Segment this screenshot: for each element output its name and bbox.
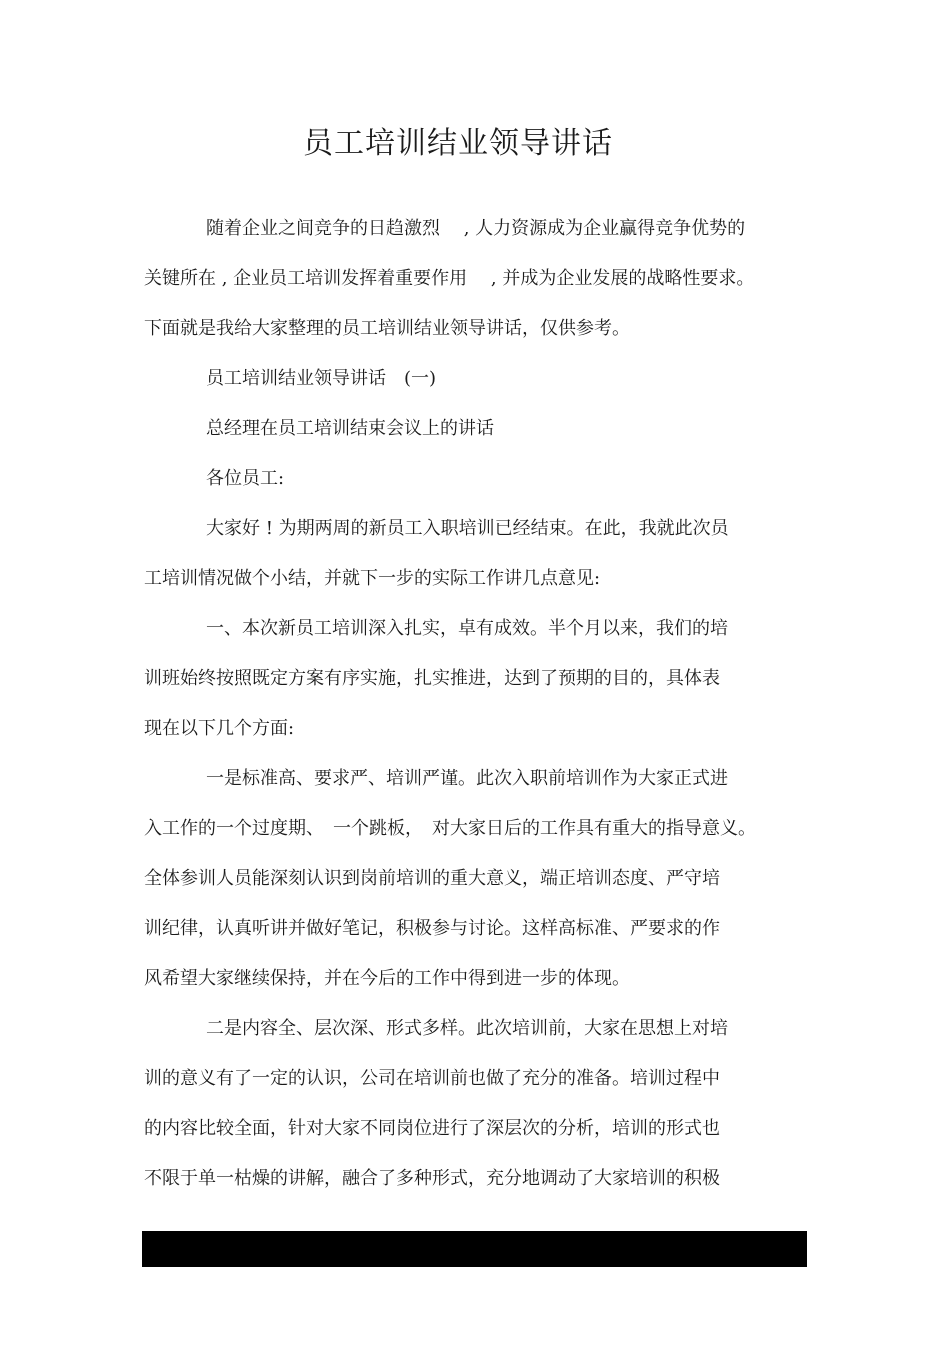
text-line: 训的意义有了一定的认识，公司在培训前也做了充分的准备。培训过程中 <box>144 1068 720 1089</box>
text-line: 全体参训人员能深刻认识到岗前培训的重大意义，端正培训态度、严守培 <box>144 868 720 889</box>
text-line: 训纪律，认真听讲并做好笔记，积极参与讨论。这样高标准、严要求的作 <box>144 918 720 939</box>
text-line: 大家好 ! 为期两周的新员工入职培训已经结束。在此，我就此次员 <box>206 518 729 539</box>
text-line: 一是标准高、要求严、培训严谨。此次入职前培训作为大家正式进 <box>206 768 728 789</box>
text-line: 训班始终按照既定方案有序实施，扎实推进，达到了预期的目的，具体表 <box>144 668 720 689</box>
text-line: 总经理在员工培训结束会议上的讲话 <box>206 418 494 439</box>
text-line: 一、本次新员工培训深入扎实，卓有成效。半个月以来，我们的培 <box>206 618 728 639</box>
text-line: 工培训情况做个小结，并就下一步的实际工作讲几点意见: <box>144 568 601 589</box>
text-line: 员工培训结业领导讲话 (一) <box>206 368 437 389</box>
text-line: 各位员工: <box>206 468 285 489</box>
text-line: 二是内容全、层次深、形式多样。此次培训前，大家在思想上对培 <box>206 1018 728 1039</box>
text-line: 关键所在 , 企业员工培训发挥着重要作用 , 并成为企业发展的战略性要求。 <box>144 268 755 289</box>
document-title: 员工培训结业领导讲话 <box>303 126 613 161</box>
text-line: 的内容比较全面，针对大家不同岗位进行了深层次的分析，培训的形式也 <box>144 1118 720 1139</box>
document-body <box>144 204 784 1204</box>
redaction-bar <box>142 1231 807 1267</box>
text-line: 不限于单一枯燥的讲解，融合了多种形式，充分地调动了大家培训的积极 <box>144 1168 720 1189</box>
text-line: 风希望大家继续保持，并在今后的工作中得到进一步的体现。 <box>144 968 630 989</box>
text-line: 下面就是我给大家整理的员工培训结业领导讲话，仅供参考。 <box>144 318 630 339</box>
text-line: 随着企业之间竞争的日趋激烈 , 人力资源成为企业赢得竞争优势的 <box>206 218 746 239</box>
text-line: 入工作的一个过度期、 一个跳板， 对大家日后的工作具有重大的指导意义。 <box>144 818 756 839</box>
text-line: 现在以下几个方面: <box>144 718 295 739</box>
